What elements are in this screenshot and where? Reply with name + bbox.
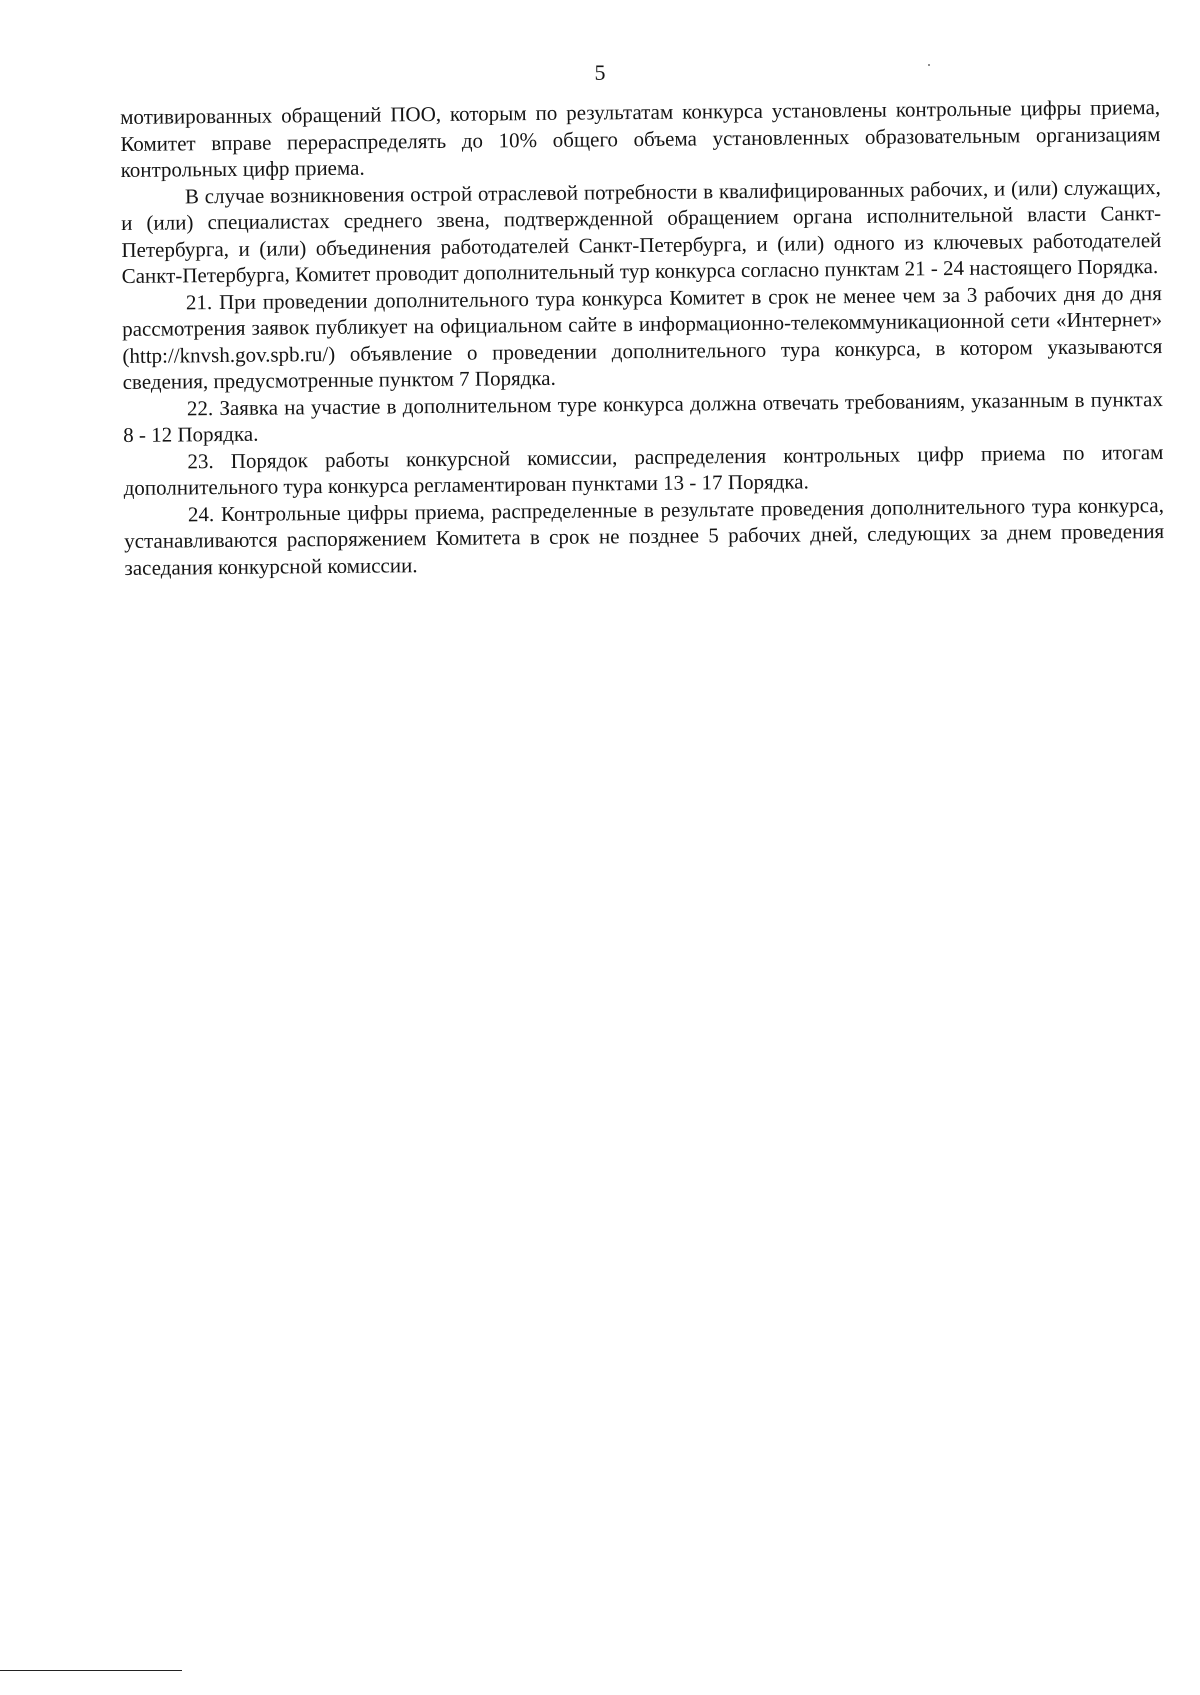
paragraph-item-22: 22. Заявка на участие в дополнительном туре конкурса должна отвечать требованиям, указанным в пунктах 8 - 12 Порядка. [123, 386, 1163, 447]
scan-speck [928, 64, 930, 66]
paragraph-item-21: 21. При проведении дополнительного тура конкурса Комитет в срок не менее чем за 3 рабочих дня до дня рассмотрения заявок публикует на официальном сайте в информационно-телекоммуникационной сети «Интернет» (http://knvsh.gov.spb.ru/) объявление о проведении дополнительного тура конкурса, в котором указываются сведения, предусмотренные пунктом 7 Порядка. [122, 280, 1163, 394]
page-number: 5 [594, 60, 606, 85]
paragraph-item-23: 23. Порядок работы конкурсной комиссии, распределения контрольных цифр приема по итогам дополнительного тура конкурса регламентирован пунктами 13 - 17 Порядка. [123, 439, 1164, 500]
document-body [120, 94, 1165, 581]
footnote-separator-line [0, 1670, 182, 1671]
paragraph-additional-tour-condition: В случае возникновения острой отраслевой потребности в квалифицированных рабочих, и (или) служащих, и (или) специалистах среднего звена, подтвержденной обращением органа исполнительной власти Санкт-Петербурга, и (или) объединения работодателей Санкт-Петербурга, и (или) одного из ключевых работодателей Санкт-Петербурга, Комитет проводит дополнительный тур конкурса согласно пунктам 21 - 24 настоящего Порядка. [121, 174, 1162, 288]
paragraph-continuation: мотивированных обращений ПОО, которым по результатам конкурса установлены контрольные цифры приема, Комитет вправе перераспределять до 10% общего объема установленных образовательным организациям контрольных цифр приема. [120, 95, 1161, 182]
paragraph-item-24: 24. Контрольные цифры приема, распределенные в результате проведения дополнительного тура конкурса, устанавливаются распоряжением Комитета в срок не позднее 5 рабочих дней, следующих за днем проведения заседания конкурсной комиссии. [124, 492, 1165, 580]
